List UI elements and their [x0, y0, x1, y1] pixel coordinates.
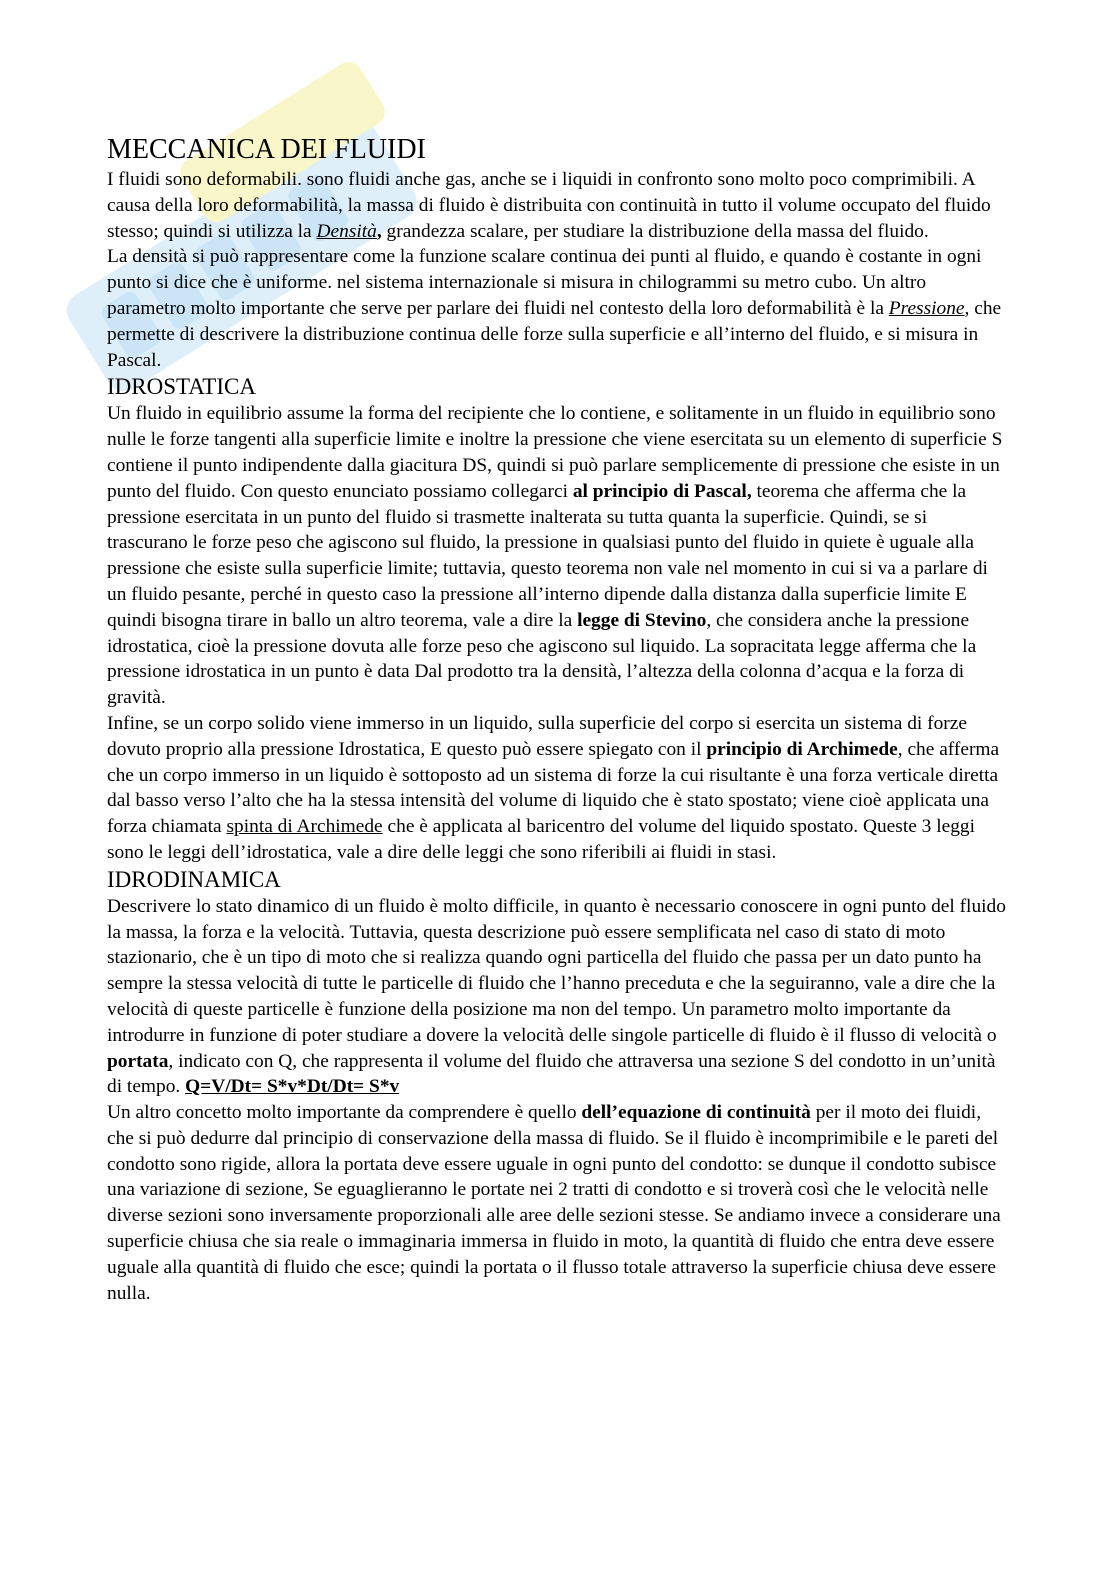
keyword-densita: Densità: [316, 220, 377, 242]
term-legge-stevino: legge di Stevino: [577, 609, 707, 631]
section-heading-idrodinamica: IDRODINAMICA: [107, 866, 281, 892]
idrostatica-paragraph-2: Infine, se un corpo solido viene immerso in un liquido, sulla superficie del corpo si esercita un sistema di forze dovuto proprio alla pressione Idrostatica, E questo può essere spiegato con il principio di Archimede, che afferma che un corpo immerso in un liquido è sottoposto ad un sistema di forze la cui risultante è una forza verticale diretta dal basso verso l’alto che ha la stessa intensità del volume di liquido che è stato spostato; viene cioè applicata una forza chiamata spinta di Archimede che è applicata al baricentro del volume del liquido spostato. Queste 3 leggi sono le leggi dell’idrostatica, vale a dire delle leggi che sono riferibili ai fluidi in stasi.: [107, 712, 1000, 863]
term-portata: portata: [107, 1050, 169, 1072]
keyword-pressione: Pressione: [888, 297, 965, 319]
formula-portata: Q=V/Dt= S*v*Dt/Dt= S*v: [185, 1076, 400, 1098]
idrodinamica-paragraph-2: Un altro concetto molto importante da comprendere è quello dell’equazione di continuità per il moto dei fluidi, che si può dedurre dal principio di conservazione della massa di fluido. Se il fluido è incomprimibile e le pareti del condotto sono rigide, allora la portata deve essere uguale in ogni punto del condotto: se dunque il condotto subisce una variazione di sezione, Se eguaglieranno le portate nei 2 tratti di condotto e si troverà così che le velocità nelle diverse sezioni sono inversamente proporzionali alle aree delle sezioni stesse. Se andiamo invece a considerare una superficie chiusa che sia reale o immaginaria immersa in fluido in moto, la quantità di fluido che entra deve essere uguale alla quantità di fluido che esce; quindi la portata o il flusso totale attraverso la superficie chiusa deve essere nulla.: [107, 1102, 1001, 1304]
intro-paragraph-1: I fluidi sono deformabili. sono fluidi anche gas, anche se i liquidi in confronto sono molto poco comprimibili. A causa della loro deformabilità, la massa di fluido è distribuita con continuità in tutto il volume occupato del fluido stesso; quindi si utilizza la Densità, grandezza scalare, per studiare la distribuzione della massa del fluido.: [107, 169, 991, 242]
term-principio-archimede: principio di Archimede: [706, 738, 898, 760]
intro-paragraph-2: La densità si può rappresentare come la funzione scalare continua dei punti al fluido, e quando è costante in ogni punto si dice che è uniforme. nel sistema internazionale si misura in chilogrammi su metro cubo. Un altro parametro molto importante che serve per parlare dei fluidi nel contesto della loro deformabilità è la Pressione, che permette di descrivere la distribuzione continua delle forze sulla superficie e all’interno del fluido, e si misura in Pascal.: [107, 246, 1002, 371]
idrostatica-paragraph-1: Un fluido in equilibrio assume la forma del recipiente che lo contiene, e solitamente in un fluido in equilibrio sono nulle le forze tangenti alla superficie limite e inoltre la pressione che viene esercitata su un elemento di superficie S contiene il punto indipendente dalla giacitura DS, quindi si può parlare semplicemente di pressione che esiste in un punto del fluido. Con questo enunciato possiamo collegarci al principio di Pascal, teorema che afferma che la pressione esercitata in un punto del fluido si trasmette inalterata su tutta quanta la superficie. Quindi, se si trascurano le forze peso che agiscono sul fluido, la pressione in qualsiasi punto del fluido in quiete è uguale alla pressione che esiste sulla superficie limite; tuttavia, questo teorema non vale nel momento in cui si va a parlare di un fluido pesante, perché in questo caso la pressione all’interno dipende dalla distanza dalla superficie limite E quindi bisogna tirare in ballo un altro teorema, vale a dire la legge di Stevino, che considera anche la pressione idrostatica, cioè la pressione dovuta alle forze peso che agiscono sul liquido. La sopracitata legge afferma che la pressione idrostatica in un punto è data Dal prodotto tra la densità, l’altezza della colonna d’acqua e la forza di gravità.: [107, 403, 1003, 709]
idrodinamica-paragraph-1: Descrivere lo stato dinamico di un fluido è molto difficile, in quanto è necessario conoscere in ogni punto del fluido la massa, la forza e la velocità. Tuttavia, questa descrizione può essere semplificata nel caso di stato di moto stazionario, che è un tipo di moto che si realizza quando ogni particella del fluido che passa per un dato punto ha sempre la stessa velocità di tutte le particelle di fluido che l’hanno preceduta e che la seguiranno, vale a dire che la velocità di queste particelle è funzione della posizione ma non del tempo. Un parametro molto importante da introdurre in funzione di poter studiare a dovere la velocità delle singole particelle di fluido è il flusso di velocità o portata, indicato con Q, che rappresenta il volume del fluido che attraversa una sezione S del condotto in un’unità di tempo. Q=V/Dt= S*v*Dt/Dt= S*v: [107, 895, 1006, 1098]
page-title: MECCANICA DEI FLUIDI: [107, 134, 426, 165]
term-equazione-continuita: dell’equazione di continuità: [581, 1102, 811, 1124]
term-spinta-archimede: spinta di Archimede: [226, 816, 383, 838]
term-principio-pascal: al principio di Pascal,: [572, 480, 752, 502]
section-heading-idrostatica: IDROSTATICA: [107, 374, 256, 400]
document-body: [107, 133, 1007, 1306]
